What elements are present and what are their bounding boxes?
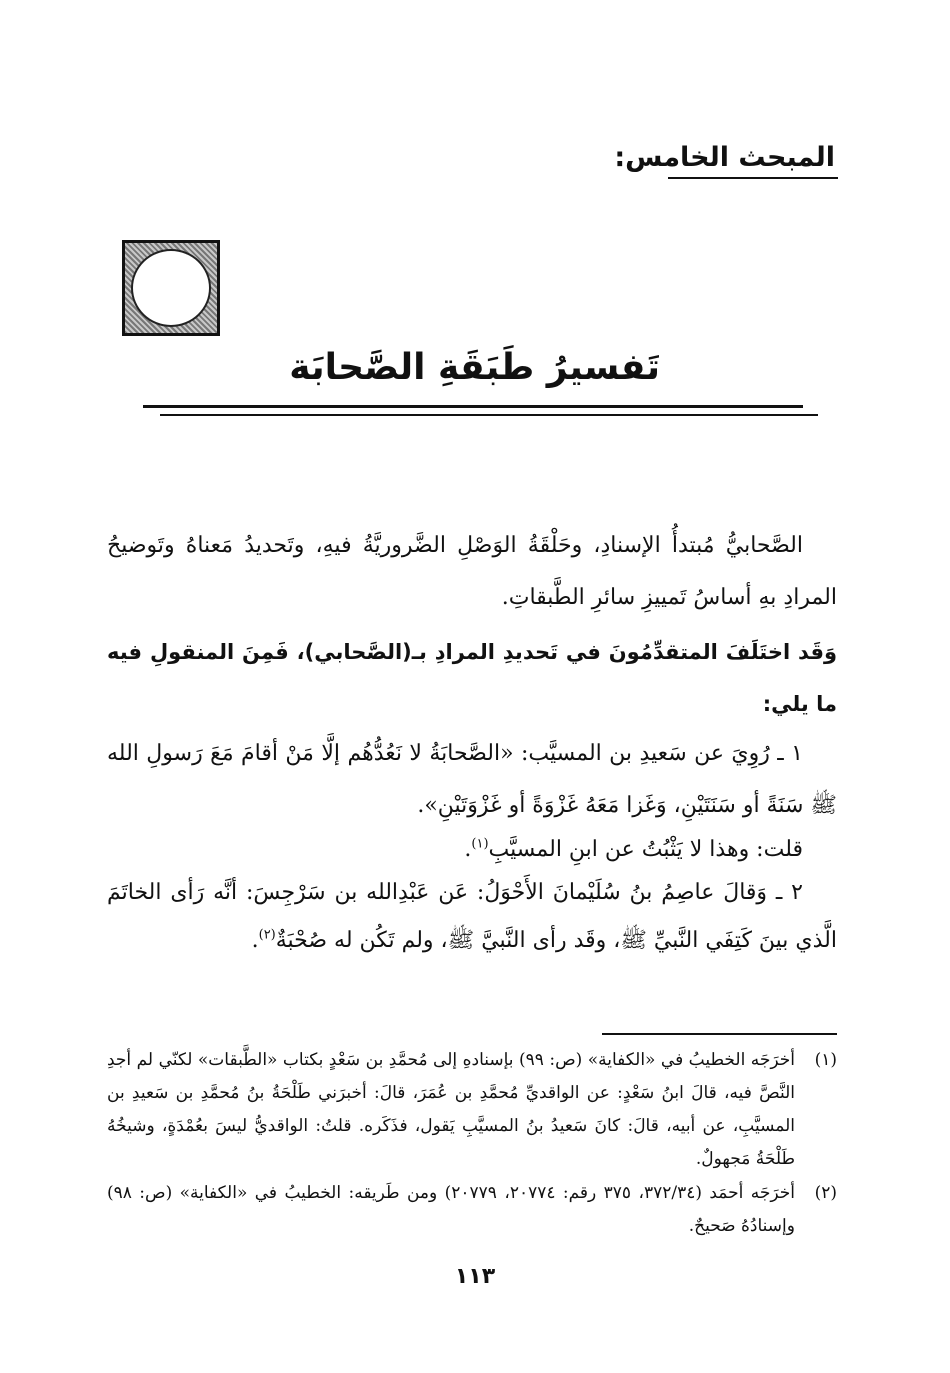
footnote-separator: [602, 1033, 837, 1035]
footnote-2: [107, 1177, 837, 1243]
item-2-text: ٢ ـ وَقالَ عاصِمُ بنُ سُلَيْمانَ الأَحْوَلُ: عَن عَبْدِالله بن سَرْجِسَ: أنَّه رَأى الخاتَمَ الَّذي بينَ كَتِفَي النَّبيِّ ﷺ، وقَد رأى النَّبيَّ ﷺ، ولم تَكُن له صُحْبَةٌ: [107, 880, 837, 953]
ornament-circle: [131, 249, 211, 327]
footnote-1-text: أخرَجَه الخطيبُ في «الكفاية» (ص: ٩٩) بإسنادهِ إلى مُحمَّدِ بن سَعْدٍ بكتاب «الطَّبقات» لكنّي لم أجدِ النَّصَّ فيه، قالَ ابنُ سَعْدٍ: عن الواقديِّ مُحمَّدِ بن عُمَرَ، قالَ: أخبرَني طَلْحَةُ بنُ مُحمَّدِ بن سَعيدِ بن المسيَّبِ، عن أبيه، قالَ: كانَ سَعيدُ بنُ المسيَّبِ يَقول، فذَكَره. قلتُ: الواقديُّ ليسَ بعُمْدَةٍ، وشيخُهُ طَلْحَةُ مَجهولٌ.: [107, 1050, 795, 1169]
paragraph-disagreement: وَقَد اختَلَفَ المتقدِّمُونَ في تَحديدِ المرادِ بـ(الصَّحابي)، فَمِنَ المنقولِ فيه ما يلي:: [107, 640, 837, 716]
footnote-2-text: أخرَجَه أحمَد (٣٧٢/٣٤، ٣٧٥ رقم: ٢٠٧٧٤، ٢٠٧٧٩) ومن طَريقه: الخطيبُ في «الكفاية» (ص: ٩٨) وإسنادُهُ صَحيحٌ.: [107, 1183, 795, 1236]
chapter-title: تَفسيرُ طَبَقَةِ الصَّحابَة: [289, 347, 660, 388]
comment-end: .: [464, 837, 472, 862]
paragraph-item-2: [107, 869, 837, 965]
footnote-2-number: (٢): [814, 1183, 837, 1203]
footnote-1-number: (١): [814, 1050, 837, 1070]
decorative-ornament: [122, 240, 220, 336]
title-rule-lower: [160, 414, 818, 416]
section-header-underline: [668, 177, 838, 179]
title-rule-upper: [143, 405, 803, 408]
paragraph-item-1: ١ ـ رُوِيَ عن سَعيدِ بن المسيَّب: «الصَّحابَةُ لا نَعُدُّهُم إلَّا مَنْ أقامَ مَعَ رَسولِ الله ﷺ سَنَةً أو سَنَتَيْنِ، وَغَزا مَعَهُ غَزْوَةً أو غَزْوَتَيْنِ».: [107, 741, 837, 818]
page-number: ١١٣: [454, 1264, 496, 1289]
footnote-ref-1: (١): [471, 836, 489, 852]
comment-text: قلت: وهذا لا يَثْبُتُ عن ابنِ المسيَّبِ: [488, 837, 803, 862]
paragraph-intro: الصَّحابيُّ مُبتدأُ الإسنادِ، وحَلْقَةُ الوَصْلِ الضَّروريَّةُ فيهِ، وتَحديدُ مَعناهُ وتَوضيحُ المرادِ بهِ أساسُ تَمييزِ سائرِ الطَّبقاتِ.: [107, 533, 837, 610]
footnote-ref-2: (٢): [258, 927, 276, 943]
footnote-1: [107, 1044, 837, 1176]
section-header: المبحث الخامس:: [614, 142, 835, 173]
item-2-end: .: [251, 928, 259, 953]
